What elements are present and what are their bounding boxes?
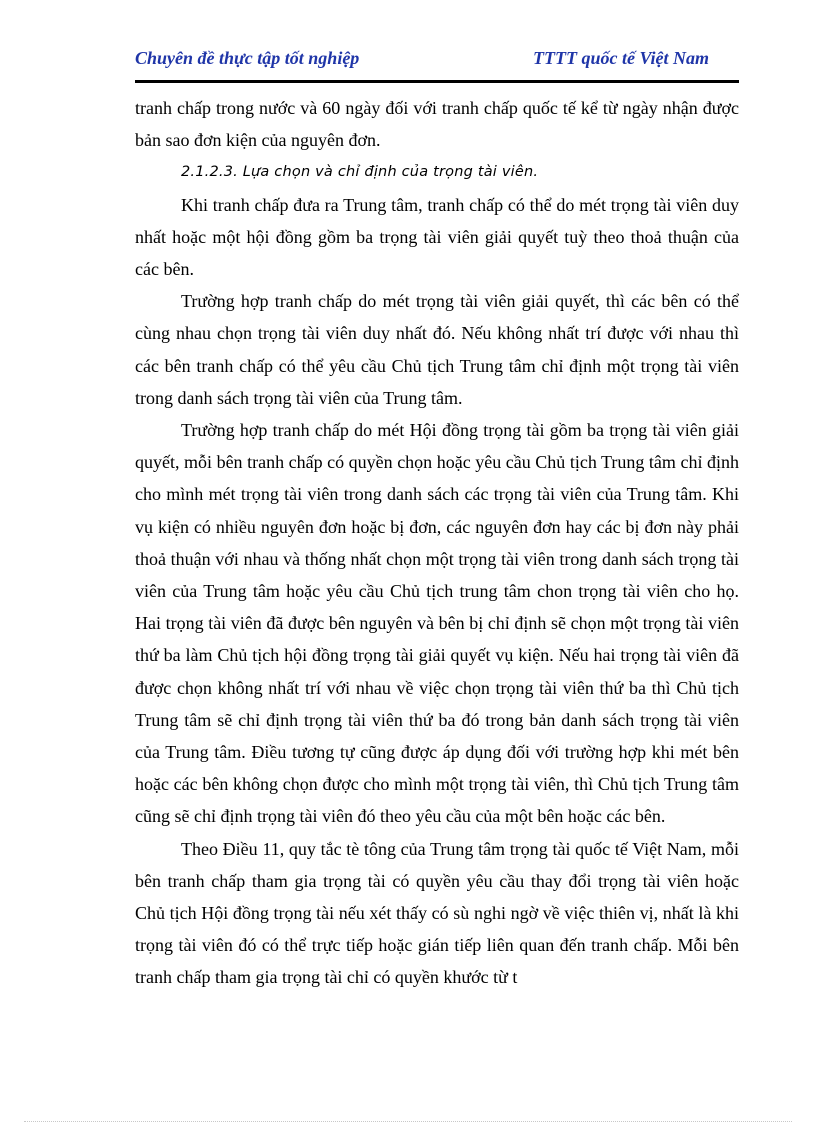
paragraph: Trường hợp tranh chấp do mét Hội đồng trọng tài gồm ba trọng tài viên giải quyết, mỗi bên tranh chấp có quyền chọn hoặc yêu cầu Chủ tịch Trung tâm chỉ định cho mình mét trọng tài viên trong danh sách các trọng tài viên của Trung tâm. Khi vụ kiện có nhiều nguyên đơn hoặc bị đơn, các nguyên đơn hay các bị đơn này phải thoả thuận với nhau và thống nhất chọn một trọng tài viên trong danh sách trọng tài viên của Trung tâm hoặc yêu cầu Chủ tịch trung tâm chon trọng tài viên cho họ. Hai trọng tài viên đã được bên nguyên và bên bị chỉ định sẽ chọn một trọng tài viên thứ ba làm Chủ tịch hội đồng trọng tài giải quyết vụ kiện. Nếu hai trọng tài viên đã được chọn không nhất trí với nhau về việc chọn trọng tài viên thứ ba thì Chủ tịch Trung tâm sẽ chỉ định trọng tài viên thứ ba đó trong bản danh sách trọng tài viên của Trung tâm. Điều tương tự cũng được áp dụng đối với trường hợp khi mét bên hoặc các bên không chọn được cho mình một trọng tài viên, thì Chủ tịch Trung tâm cũng sẽ chỉ định trọng tài viên đó theo yêu cầu của một bên hoặc các bên. bbox=[135, 420, 739, 827]
paragraph: Theo Điều 11, quy tắc tè tông của Trung tâm trọng tài quốc tế Việt Nam, mỗi bên tranh chấp tham gia trọng tài có quyền yêu cầu thay đổi trọng tài viên hoặc Chủ tịch Hội đồng trọng tài nếu xét thấy có sù nghi ngờ về việc thiên vị, nhất là khi trọng tài viên đó có thể trực tiếp hoặc gián tiếp liên quan đến tranh chấp. Mỗi bên tranh chấp tham gia trọng tài chỉ có quyền khước từ t bbox=[135, 838, 739, 988]
header-divider bbox=[135, 80, 739, 83]
document-body bbox=[135, 92, 739, 994]
paragraph: Trường hợp tranh chấp do mét trọng tài viên giải quyết, thì các bên có thể cùng nhau chọn trọng tài viên duy nhất đó. Nếu không nhất trí được với nhau thì các bên tranh chấp có thể yêu cầu Chủ tịch Trung tâm chỉ định một trọng tài viên trong danh sách trọng tài viên của Trung tâm. bbox=[135, 291, 739, 408]
section-heading: 2.1.2.3. Lựa chọn và chỉ định của trọng tài viên. bbox=[181, 164, 539, 181]
page-bottom-border bbox=[24, 1121, 792, 1122]
paragraph-continuation: tranh chấp trong nước và 60 ngày đối với tranh chấp quốc tế kể từ ngày nhận được bản sao đơn kiện của nguyên đơn. bbox=[135, 98, 739, 151]
header-right-title: TTTT quốc tế Việt Nam bbox=[533, 48, 709, 68]
header-left-title: Chuyên đề thực tập tốt nghiệp bbox=[135, 48, 360, 68]
paragraph: Khi tranh chấp đưa ra Trung tâm, tranh chấp có thể do mét trọng tài viên duy nhất hoặc một hội đồng gồm ba trọng tài viên giải quyết tuỳ theo thoả thuận của các bên. bbox=[135, 194, 739, 280]
page-header bbox=[135, 48, 739, 72]
